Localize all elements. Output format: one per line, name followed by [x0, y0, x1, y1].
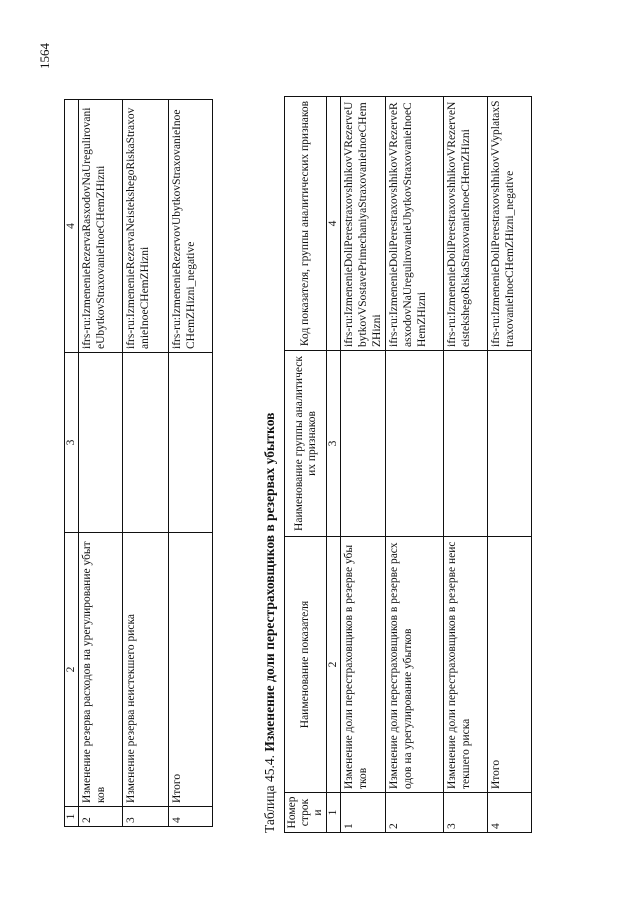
- indicator-name: Изменение резерва расходов на урегулирование убытков: [79, 533, 123, 807]
- indicator-code: ifrs-ru:IzmenenieRezervaRasxodovNaUregulirovanieUbytkovStraxovanieInoeCHemZHizni: [79, 100, 123, 353]
- indicator-code: ifrs-ru:IzmenenieDoliPerestraxovshhikovVRezerveRasxodovNaUregulirovanieUbytkovStraxovanieInoeCHemZHizni: [386, 97, 444, 351]
- column-number: 2: [327, 537, 341, 793]
- row-number: 2: [79, 807, 123, 827]
- continued-table: [64, 99, 213, 827]
- header-group-name: Наименование группы аналитических признаков: [285, 351, 327, 537]
- column-number: 3: [327, 351, 341, 537]
- column-number-row: [327, 97, 341, 833]
- indicator-code: ifrs-ru:IzmenenieDoliPerestraxovshhikovVRezerveUbytkovVSostavePrimechaniyaStraxovanieInoeCHemZHizni: [341, 97, 386, 351]
- column-number: 2: [65, 533, 79, 807]
- column-number: 1: [65, 807, 79, 827]
- group-name: [444, 351, 488, 537]
- indicator-name: Изменение резерва неистекшего риска: [123, 533, 169, 807]
- column-number-row: [65, 100, 79, 827]
- group-name: [341, 351, 386, 537]
- row-number: 3: [123, 807, 169, 827]
- table-row: [488, 97, 532, 833]
- group-name: [169, 353, 213, 533]
- group-name: [79, 353, 123, 533]
- header-indicator-name: Наименование показателя: [285, 537, 327, 793]
- table-row: [386, 97, 444, 833]
- indicator-name: Изменение доли перестраховщиков в резерве расходов на урегулирование убытков: [386, 537, 444, 793]
- caption-prefix: Таблица 45.4.: [262, 755, 277, 833]
- table-caption: [262, 413, 278, 833]
- row-number: 4: [488, 793, 532, 833]
- table-row: [444, 97, 488, 833]
- indicator-code: ifrs-ru:IzmenenieDoliPerestraxovshhikovVRezerveNeistekshegoRiskaStraxovanieInoeCHemZHizni: [444, 97, 488, 351]
- indicator-name: Изменение доли перестраховщиков в резерве убытков: [341, 537, 386, 793]
- reinsurers-share-table: [284, 96, 532, 833]
- group-name: [488, 351, 532, 537]
- group-name: [386, 351, 444, 537]
- indicator-name: Итого: [169, 533, 213, 807]
- header-indicator-code: Код показателя, группы аналитических признаков: [285, 97, 327, 351]
- row-number: 4: [169, 807, 213, 827]
- column-number: 4: [327, 97, 341, 351]
- header-row-number: Номер строки: [285, 793, 327, 833]
- table-row: [79, 100, 123, 827]
- indicator-code: ifrs-ru:IzmenenieRezervovUbytkovStraxovanieInoeCHemZHizni_negative: [169, 100, 213, 353]
- indicator-code: ifrs-ru:IzmenenieRezervaNeistekshegoRiskaStraxovanieInoeCHemZHizni: [123, 100, 169, 353]
- indicator-name: Итого: [488, 537, 532, 793]
- header-row: [285, 97, 327, 833]
- indicator-name: Изменение доли перестраховщиков в резерве неистекшего риска: [444, 537, 488, 793]
- page-number: 1564: [37, 43, 52, 69]
- row-number: 2: [386, 793, 444, 833]
- column-number: 3: [65, 353, 79, 533]
- column-number: 4: [65, 100, 79, 353]
- caption-title: Изменение доли перестраховщиков в резервах убытков: [262, 412, 277, 752]
- column-number: 1: [327, 793, 341, 833]
- table-row: [169, 100, 213, 827]
- table-row: [123, 100, 169, 827]
- table-row: [341, 97, 386, 833]
- row-number: 3: [444, 793, 488, 833]
- group-name: [123, 353, 169, 533]
- row-number: 1: [341, 793, 386, 833]
- indicator-code: ifrs-ru:IzmenenieDoliPerestraxovshhikovVVyplataxStraxovanieInoeCHemZHizni_negative: [488, 97, 532, 351]
